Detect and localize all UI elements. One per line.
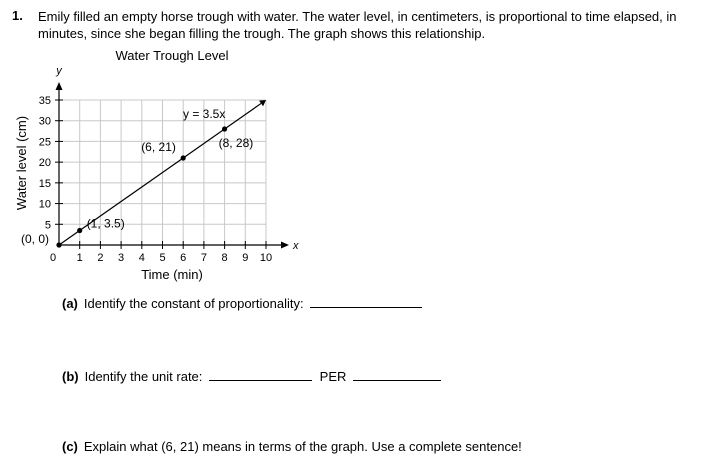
x-tick-label: 9 xyxy=(242,252,249,264)
point-label: (6, 21) xyxy=(141,140,176,154)
data-point xyxy=(56,242,61,247)
chart-title: Water Trough Level xyxy=(115,48,229,63)
x-axis-symbol: x xyxy=(293,240,299,252)
point-label: (8, 28) xyxy=(218,136,254,150)
point-label: (0, 0) xyxy=(21,232,50,246)
y-tick-label: 25 xyxy=(38,136,51,149)
part-c-text: Explain what (6, 21) means in terms of the graph. Use a complete sentence! xyxy=(83,439,522,454)
y-tick-label: 15 xyxy=(38,177,51,190)
y-axis-symbol: y xyxy=(56,65,62,77)
part-a xyxy=(62,295,422,311)
y-tick-label: 5 xyxy=(44,219,51,232)
point-label: (1, 3.5) xyxy=(86,216,125,231)
x-tick-label: 2 xyxy=(97,252,104,264)
part-b-text: Identify the unit rate: xyxy=(84,369,203,384)
x-axis-arrowhead xyxy=(281,242,289,249)
part-b-per: PER xyxy=(319,369,347,384)
part-a-label: (a) xyxy=(62,296,78,311)
x-tick-label: 5 xyxy=(159,252,166,264)
y-tick-label: 20 xyxy=(38,157,51,170)
y-axis-title: Water level (cm) xyxy=(14,115,29,211)
part-c xyxy=(62,439,522,454)
y-tick-label: 10 xyxy=(38,198,51,211)
part-a-text: Identify the constant of proportionality: xyxy=(83,296,304,311)
part-c-label: (c) xyxy=(62,439,78,454)
y-axis-arrowhead xyxy=(56,82,63,90)
question-text: Emily filled an empty horse trough with water. The water level, in centimeters, is proportional to time elapsed, in minutes, since she began filling the trough. The graph shows this relationship. xyxy=(38,9,677,41)
x-tick-label: 4 xyxy=(138,252,145,264)
x-tick-label: 1 xyxy=(76,252,83,264)
x-tick-label: 8 xyxy=(221,252,228,264)
question-number: 1. xyxy=(12,8,23,23)
series-line-arrowhead xyxy=(259,100,266,106)
origin-tick-label: 0 xyxy=(49,252,57,264)
x-axis-title: Time (min) xyxy=(141,267,203,282)
data-point xyxy=(222,126,227,131)
y-tick-label: 30 xyxy=(38,115,51,128)
x-tick-label: 10 xyxy=(259,252,273,264)
x-tick-label: 6 xyxy=(180,252,187,264)
part-b-unit-blank[interactable] xyxy=(353,368,441,381)
part-a-answer-blank[interactable] xyxy=(310,295,422,308)
data-point xyxy=(181,155,186,160)
part-b xyxy=(62,368,441,384)
data-point xyxy=(77,228,82,233)
y-tick-label: 35 xyxy=(38,95,51,107)
part-b-label: (b) xyxy=(62,369,79,384)
x-tick-label: 7 xyxy=(200,252,207,264)
part-b-answer-blank[interactable] xyxy=(209,368,312,381)
x-tick-label: 3 xyxy=(118,252,125,264)
equation-label: y = 3.5x xyxy=(183,107,226,121)
